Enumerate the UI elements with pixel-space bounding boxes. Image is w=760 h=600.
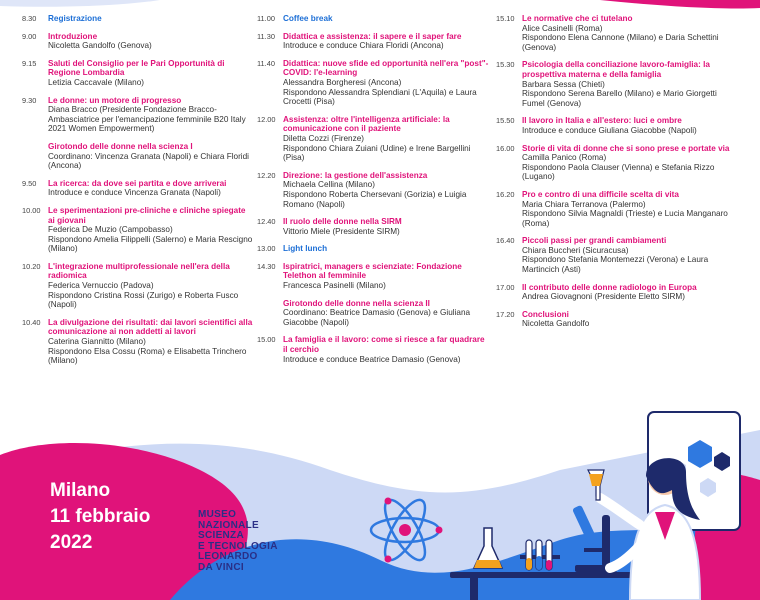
museum-line: LEONARDO (198, 551, 258, 563)
schedule-time: 16.00 (496, 143, 515, 153)
session-speakers: Introduce e conduce Giuliana Giacobbe (Napoli) (522, 125, 697, 135)
session-title: Il ruolo delle donne nella SIRM (283, 217, 402, 227)
schedule-item (22, 142, 254, 171)
session-title: Girotondo delle donne nella scienza II (283, 298, 430, 308)
session-speakers: Rispondono Amelia Filippelli (Salerno) e Maria Rescigno (Milano) (48, 234, 253, 254)
museum-line: NAZIONALE (198, 519, 260, 531)
schedule-time: 12.00 (257, 114, 276, 124)
event-date: 11 febbraio (50, 506, 151, 527)
schedule-time: 9.15 (22, 58, 37, 68)
schedule-item (496, 310, 736, 329)
session-speakers: Diana Bracco (Presidente Fondazione Bracco- Ambasciatrice per l'emancipazione femminile B20 Italy 2021 Women Empowerment) (48, 105, 246, 134)
schedule-item (257, 171, 489, 209)
schedule-time: 10.40 (22, 317, 41, 327)
session-speakers: Caterina Giannitto (Milano) (48, 337, 146, 347)
session-title: Il lavoro in Italia e all'estero: luci e ombre (522, 116, 682, 126)
schedule-content (283, 299, 489, 328)
event-location-date (50, 478, 150, 556)
schedule-item (257, 335, 489, 364)
museum-line: SCIENZA (198, 530, 244, 542)
schedule-item (22, 59, 254, 88)
schedule-content (48, 14, 254, 24)
schedule-item (257, 59, 489, 107)
schedule-time: 9.00 (22, 31, 37, 41)
session-title: Ispiratrici, managers e scienziate: Fondazione Telethon al femminile (283, 261, 462, 281)
schedule-time: 11.00 (257, 14, 275, 23)
schedule-item (257, 244, 489, 254)
session-title: Il contributo delle donne radiologo in Europa (522, 282, 697, 292)
schedule-time: 10.00 (22, 205, 41, 215)
museum-line: DA VINCI (198, 561, 244, 573)
session-speakers: Coordinano: Beatrice Damasio (Genova) e Giuliana Giacobbe (Napoli) (283, 308, 471, 327)
schedule-item (496, 14, 736, 52)
session-speakers: Diletta Cozzi (Firenze) (283, 133, 364, 143)
schedule-content (283, 115, 489, 163)
schedule-time (22, 142, 48, 171)
schedule-content (48, 206, 254, 254)
museum-logo (198, 510, 278, 574)
schedule-content (522, 116, 736, 135)
session-speakers: Barbara Sessa (Chieti) (522, 79, 605, 89)
session-title: Conclusioni (522, 309, 569, 319)
schedule-item (22, 179, 254, 198)
schedule-time: 16.20 (496, 189, 515, 199)
session-title: Le sperimentazioni pre-cliniche e cliniche spiegate ai giovani (48, 205, 246, 225)
session-title: Introduzione (48, 31, 98, 41)
session-title: Storie di vita di donne che si sono prese e portate via (522, 143, 730, 153)
schedule-time: 17.00 (496, 282, 515, 292)
session-speakers: Michaela Cellina (Milano) (283, 180, 375, 190)
schedule-content (283, 262, 489, 291)
session-speakers: Introduce e conduce Chiara Floridi (Ancona) (283, 41, 444, 51)
schedule-item (496, 144, 736, 182)
schedule-item (257, 299, 489, 328)
session-title: Coffee break (283, 14, 333, 23)
schedule-time: 16.40 (496, 236, 515, 246)
session-title: L'integrazione multiprofessionale nell'era della radiomica (48, 261, 230, 281)
session-title: Assistenza: oltre l'intelligenza artificiale: la comunicazione con il paziente (283, 114, 450, 134)
schedule-item (257, 262, 489, 291)
schedule-content (283, 217, 489, 236)
schedule-content (522, 14, 736, 52)
session-title: Didattica e assistenza: il sapere e il saper fare (283, 31, 462, 41)
session-speakers: Rispondono Cristina Rossi (Zurigo) e Roberta Fusco (Napoli) (48, 290, 239, 310)
schedule-item (22, 14, 254, 24)
schedule-content (522, 236, 736, 274)
session-title: Girotondo delle donne nella scienza I (48, 141, 193, 151)
schedule-time: 8.30 (22, 14, 37, 23)
session-title: Psicologia della conciliazione lavoro-famiglia: la prospettiva materna e della famiglia (522, 60, 710, 79)
schedule-time: 11.30 (257, 31, 275, 41)
session-speakers: Rispondono Chiara Zuiani (Udine) e Irene Bargellini (Pisa) (283, 143, 471, 163)
schedule-content (48, 318, 254, 366)
session-speakers: Rispondono Stefania Montemezzi (Verona) e Laura Martincich (Asti) (522, 255, 709, 275)
schedule-item (496, 283, 736, 302)
session-title: Le donne: un motore di progresso (48, 95, 182, 105)
schedule-column-3 (496, 14, 736, 337)
schedule-content (283, 335, 489, 364)
session-speakers: Introduce e conduce Vincenza Granata (Napoli) (48, 188, 221, 198)
session-speakers: Federica Vernuccio (Padova) (48, 281, 154, 291)
session-speakers: Francesca Pasinelli (Milano) (283, 281, 386, 291)
schedule-time: 17.20 (496, 309, 515, 319)
event-year: 2022 (50, 532, 93, 553)
schedule-item (496, 236, 736, 274)
schedule-item (257, 32, 489, 51)
session-speakers: Chiara Buccheri (Sicuracusa) (522, 245, 629, 255)
schedule-time: 12.40 (257, 217, 276, 227)
schedule-time: 9.50 (22, 178, 37, 188)
session-speakers: Coordinano: Vincenza Granata (Napoli) e Chiara Floridi (Ancona) (48, 151, 250, 171)
schedule-content (283, 244, 489, 254)
schedule-content (48, 142, 254, 171)
schedule-time: 15.00 (257, 335, 276, 345)
session-speakers: Camilla Panico (Roma) (522, 153, 607, 163)
schedule-column-2 (257, 14, 489, 372)
schedule-item (257, 217, 489, 236)
session-speakers: Maria Chiara Terranova (Palermo) (522, 199, 646, 209)
session-title: La ricerca: da dove sei partita e dove arriverai (48, 178, 227, 188)
schedule-content (48, 262, 254, 310)
schedule-item (22, 32, 254, 51)
schedule-item (496, 190, 736, 228)
session-speakers: Alice Casinelli (Roma) (522, 23, 603, 33)
session-speakers: Alessandra Borgheresi (Ancona) (283, 77, 402, 87)
session-speakers: Rispondono Roberta Chersevani (Gorizia) e Luigia Romano (Napoli) (283, 189, 467, 209)
museum-line: E TECNOLOGIA (198, 540, 278, 552)
session-speakers: Rispondono Elsa Cossu (Roma) e Elisabetta Trinchero (Milano) (48, 346, 247, 366)
schedule-item (257, 14, 489, 24)
session-title: La famiglia e il lavoro: come si riesce a far quadrare il cerchio (283, 335, 485, 355)
session-speakers: Federica De Muzio (Campobasso) (48, 225, 173, 235)
schedule-item (22, 206, 254, 254)
session-speakers: Andrea Giovagnoni (Presidente Eletto SIRM) (522, 292, 685, 302)
schedule-content (522, 190, 736, 228)
schedule-time: 11.40 (257, 58, 275, 68)
schedule-time: 9.30 (22, 95, 37, 105)
schedule-item (496, 116, 736, 135)
schedule-content (48, 96, 254, 134)
session-speakers: Introduce e conduce Beatrice Damasio (Genova) (283, 354, 461, 364)
session-title: Piccoli passi per grandi cambiamenti (522, 236, 667, 246)
schedule-time: 14.30 (257, 261, 276, 271)
schedule-item (22, 262, 254, 310)
schedule-content (283, 32, 489, 51)
session-speakers: Nicoletta Gandolfo (522, 319, 590, 329)
schedule-content (522, 283, 736, 302)
session-speakers: Rispondono Paola Clauser (Vienna) e Stefania Rizzo (Lugano) (522, 162, 715, 182)
session-title: Le normative che ci tutelano (522, 14, 633, 23)
session-title: Registrazione (48, 14, 102, 23)
schedule-time: 15.30 (496, 60, 515, 70)
schedule-column-1 (22, 14, 254, 374)
session-title: Pro e contro di una difficile scelta di vita (522, 189, 679, 199)
schedule-item (22, 96, 254, 134)
schedule-item (496, 60, 736, 108)
session-speakers: Rispondono Serena Barello (Milano) e Mario Giorgetti Fumel (Genova) (522, 89, 717, 108)
session-speakers: Nicoletta Gandolfo (Genova) (48, 41, 152, 51)
event-city: Milano (50, 480, 111, 501)
schedule-item (257, 115, 489, 163)
schedule-content (522, 144, 736, 182)
schedule-content (48, 59, 254, 88)
schedule-time: 15.10 (496, 14, 515, 23)
session-title: La divulgazione dei risultati: dai lavori scientifici alla comunicazione ai non addetti ai lavori (48, 317, 253, 337)
schedule-content (522, 310, 736, 329)
session-title: Saluti del Consiglio per le Pari Opportunità di Regione Lombardia (48, 58, 225, 78)
session-title: Didattica: nuove sfide ed opportunità nell'era "post"-COVID: l'e-learning (283, 58, 489, 78)
schedule-item (22, 318, 254, 366)
session-speakers: Rispondono Alessandra Splendiani (L'Aquila) e Laura Crocetti (Pisa) (283, 87, 477, 107)
session-speakers: Rispondono Silvia Magnaldi (Trieste) e Lucia Manganaro (Roma) (522, 209, 728, 228)
schedule-time: 12.20 (257, 170, 276, 180)
schedule-time (257, 299, 283, 328)
schedule-content (48, 179, 254, 198)
session-speakers: Letizia Caccavale (Milano) (48, 77, 145, 87)
session-speakers: Rispondono Elena Cannone (Milano) e Daria Schettini (Genova) (522, 33, 719, 52)
schedule-content (48, 32, 254, 51)
schedule-content (283, 59, 489, 107)
museum-line: MUSEO (198, 509, 237, 520)
schedule-content (283, 171, 489, 209)
schedule-time: 10.20 (22, 261, 41, 271)
schedule-time: 15.50 (496, 116, 515, 126)
top-decoration (0, 0, 760, 14)
schedule-content (522, 60, 736, 108)
session-speakers: Vittorio Miele (Presidente SIRM) (283, 226, 400, 236)
schedule-time: 13.00 (257, 244, 276, 254)
session-title: Light lunch (283, 244, 328, 254)
session-title: Direzione: la gestione dell'assistenza (283, 170, 428, 180)
schedule-content (283, 14, 489, 24)
